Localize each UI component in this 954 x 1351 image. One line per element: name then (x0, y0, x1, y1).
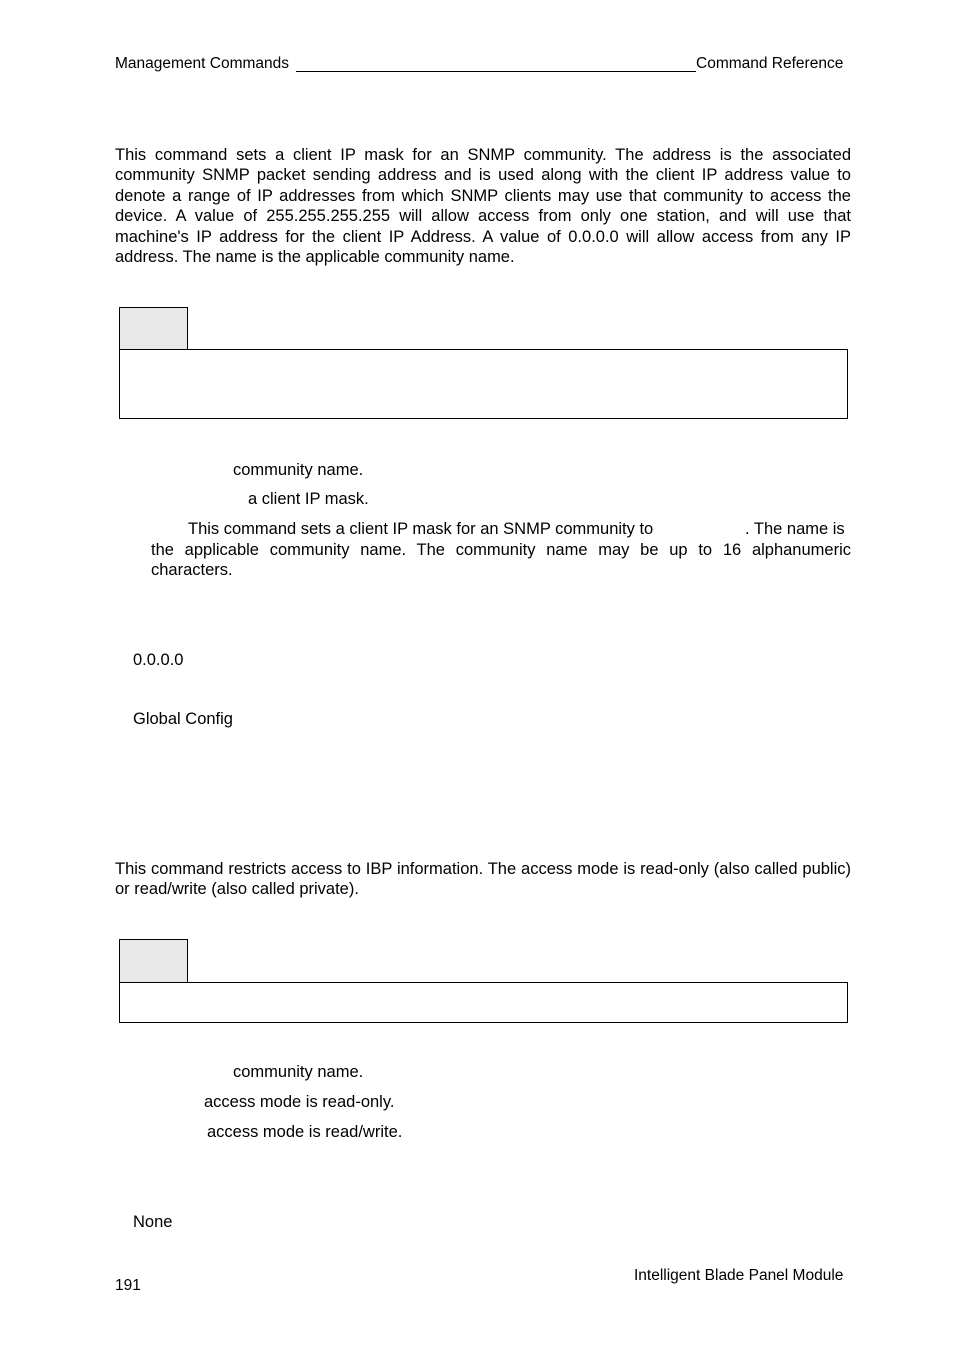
header-right: Command Reference (696, 55, 844, 72)
section1-default-value: 0.0.0.0 (133, 651, 184, 669)
header-rule (296, 71, 696, 72)
section1-usage-line1a: This command sets a client IP mask for an SNMP community to (188, 520, 654, 538)
section2-default-value: None (133, 1213, 173, 1231)
section2-param-readonly: access mode is read-only. (204, 1093, 395, 1111)
section2-syntax-box (119, 982, 848, 1023)
section1-syntax-tab (119, 307, 188, 350)
section2-param-readwrite: access mode is read/write. (207, 1123, 403, 1141)
section1-description: This command sets a client IP mask for an SNMP community. The address is the associated community SNMP packet sending address and is used along with the client IP address value to denote a range of IP addresses from which SNMP clients may use that community to access the device. A value of 255.255.255.255 will allow access from only one station, and will use that machine's IP address for the client IP Address. A value of 0.0.0.0 will allow access from any IP address. The name is the applicable community name. (115, 146, 851, 267)
section1-mode-value: Global Config (133, 710, 233, 728)
section1-param-mask: a client IP mask. (248, 490, 369, 508)
header-left: Management Commands (115, 55, 290, 72)
section1-syntax-box (119, 349, 848, 419)
section2-syntax-tab (119, 939, 188, 983)
section1-usage-line1b: . The name is (745, 520, 845, 538)
section2-param-name: community name. (233, 1063, 364, 1081)
footer-product: Intelligent Blade Panel Module (634, 1267, 844, 1284)
section2-description: This command restricts access to IBP information. The access mode is read-only (also called public) or read/write (also called private). (115, 860, 851, 899)
footer-page-number: 191 (115, 1277, 141, 1294)
section1-param-name: community name. (233, 461, 364, 479)
section1-usage-rest: the applicable community name. The community name may be up to 16 alphanumeric characters. (151, 541, 851, 580)
